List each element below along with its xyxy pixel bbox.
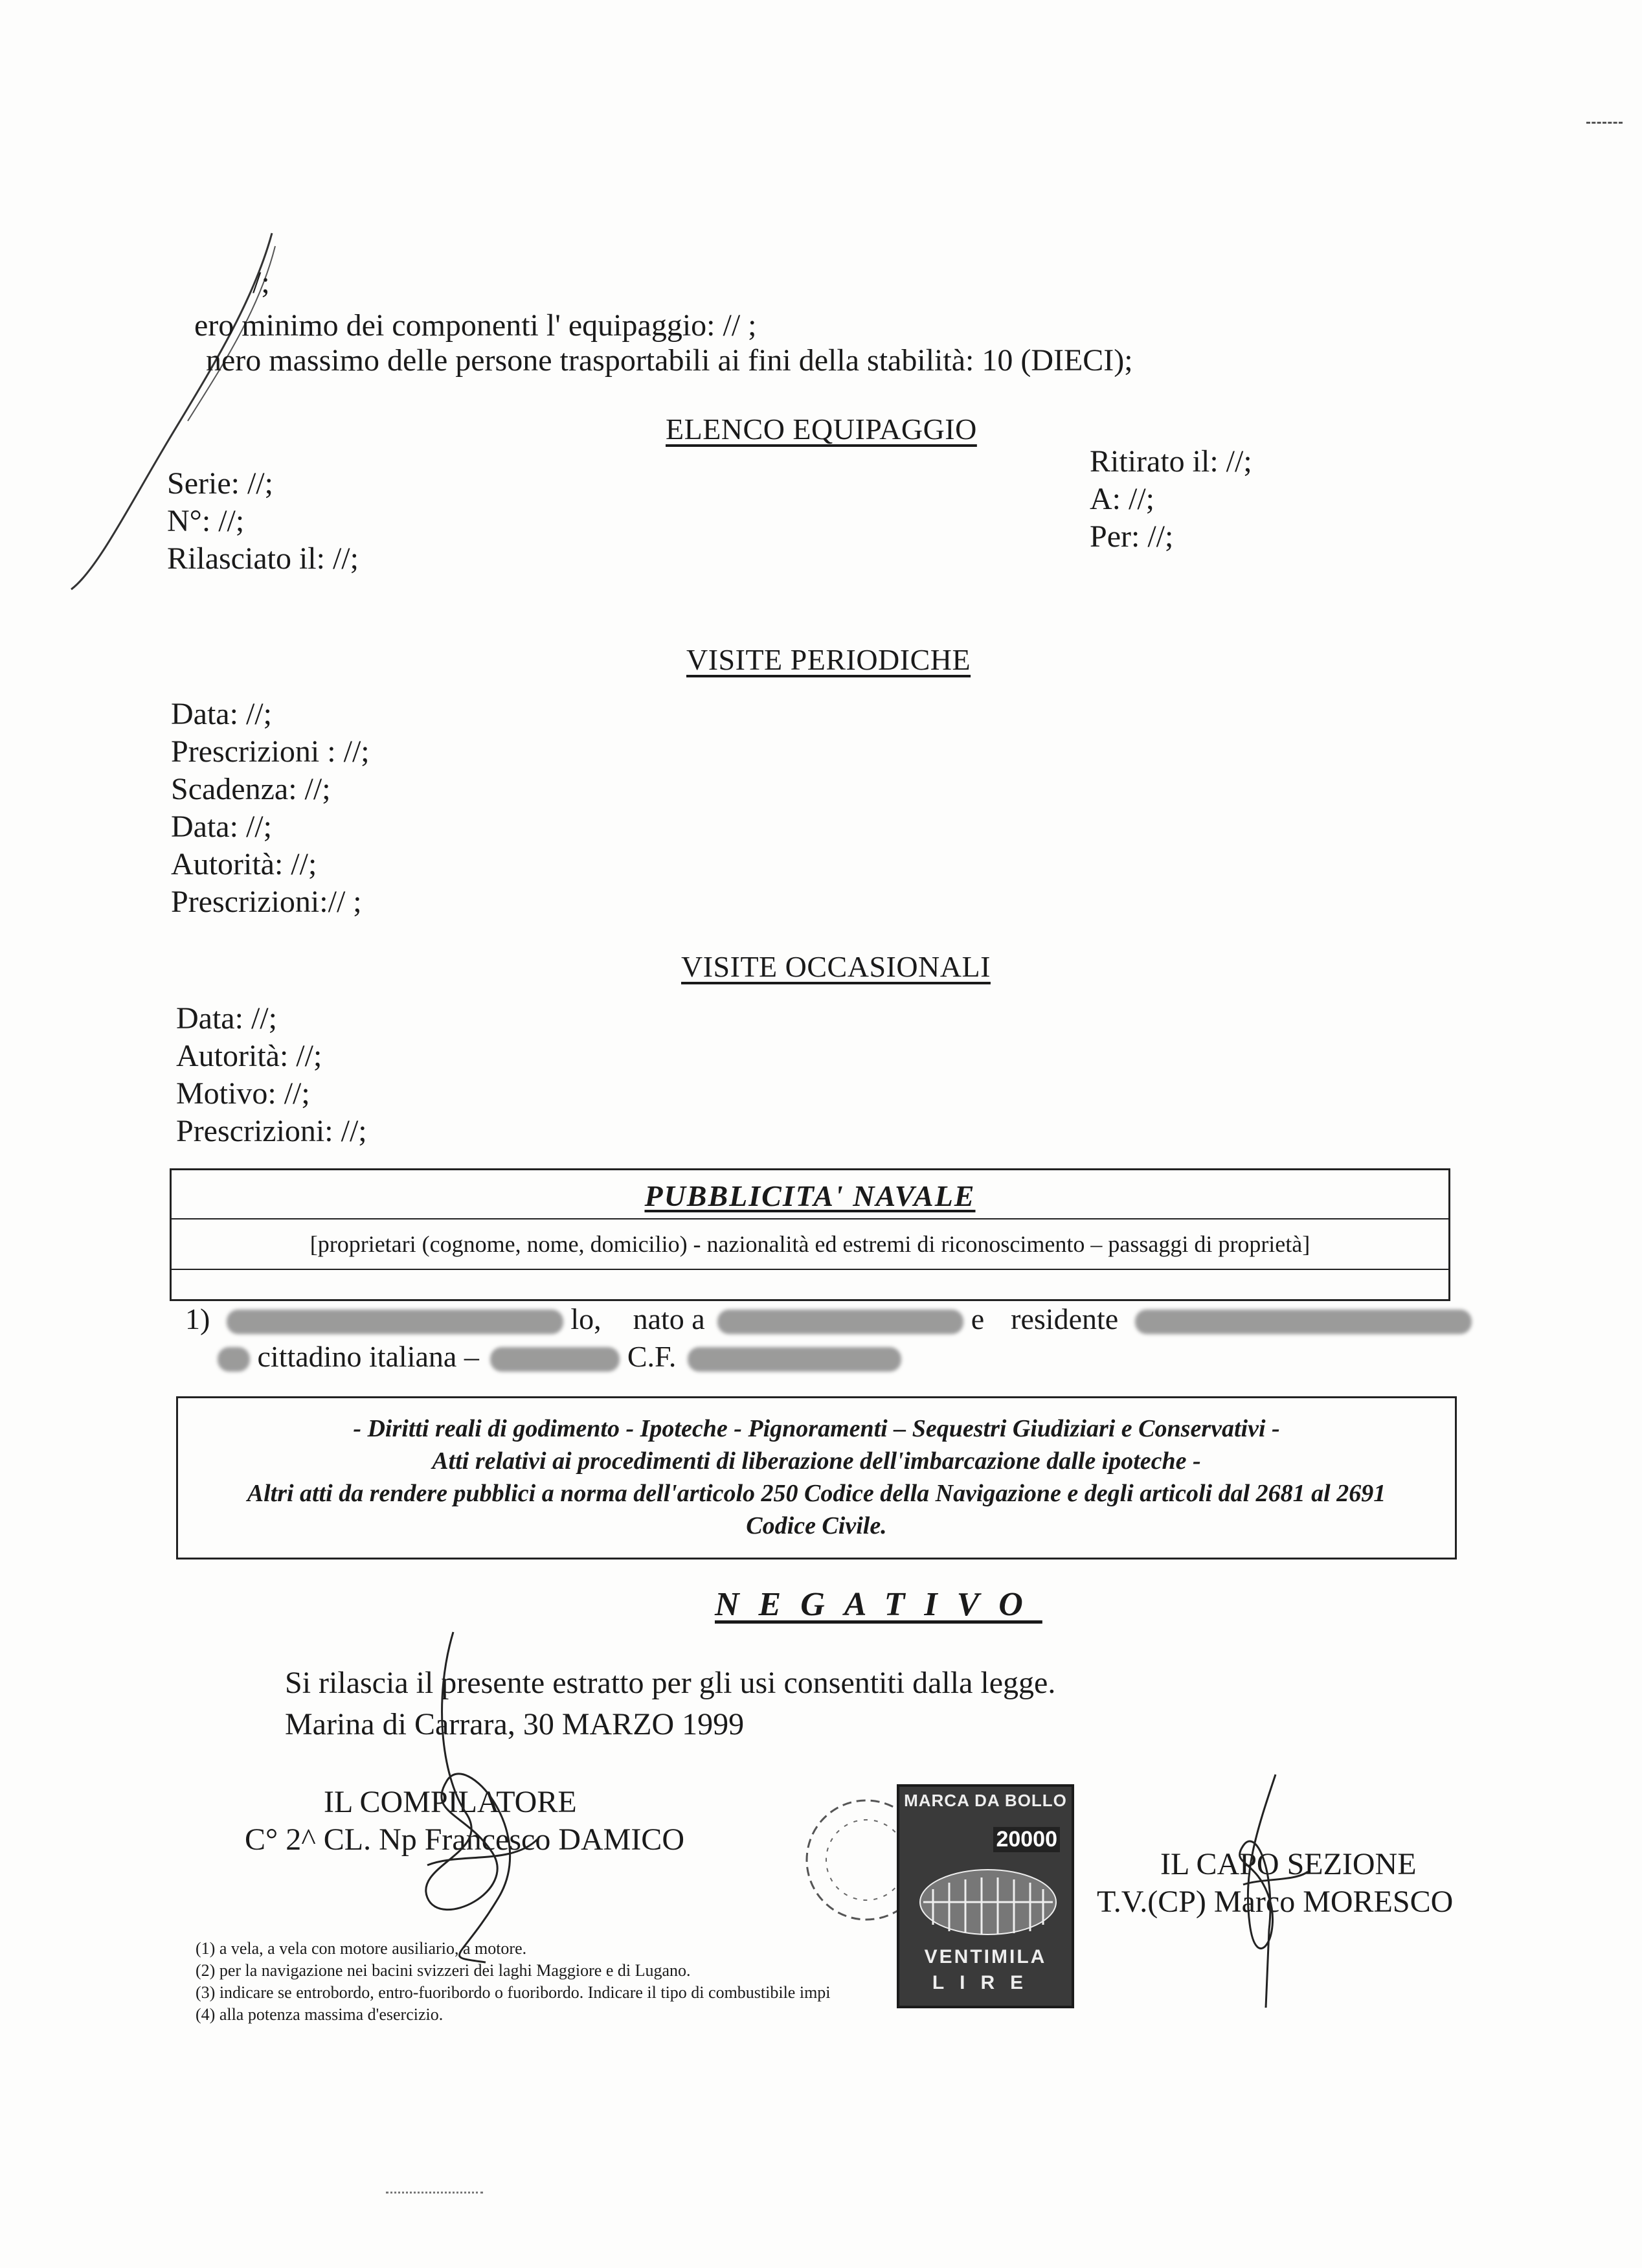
redacted-birthplace xyxy=(717,1310,963,1334)
redacted-surname xyxy=(227,1310,563,1334)
divider xyxy=(172,1218,1448,1219)
diritti-line: Atti relativi ai procedimenti di liberazione dell'imbarcazione dalle ipoteche - xyxy=(432,1447,1201,1475)
elenco-per: Per: //; xyxy=(1090,519,1174,554)
diritti-line: - Diritti reali di godimento - Ipoteche - Pignoramenti – Sequestri Giudiziari e Conservativi - xyxy=(353,1415,1280,1442)
footnotes xyxy=(196,1938,831,2026)
intro-line-1: /; xyxy=(253,266,270,300)
redacted-text xyxy=(490,1347,620,1372)
footnote: (2) per la navigazione nei bacini svizzeri dei laghi Maggiore e di Lugano. xyxy=(196,1961,691,1980)
elenco-rilasciato: Rilasciato il: //; xyxy=(167,541,359,576)
vo-line: Autorità: //; xyxy=(176,1039,322,1073)
elenco-a: A: //; xyxy=(1090,482,1155,516)
owner-frag: cittadino italiana – xyxy=(257,1340,479,1373)
stamp-value: 20000 xyxy=(993,1827,1060,1852)
stamp-currency: LIRE xyxy=(932,1972,1039,1993)
vo-line: Motivo: //; xyxy=(176,1076,310,1111)
vp-line: Data: //; xyxy=(171,697,272,731)
diritti-line: Codice Civile. xyxy=(746,1512,887,1539)
vp-line: Data: //; xyxy=(171,810,272,844)
pubblicita-navale-title: PUBBLICITA' NAVALE xyxy=(644,1179,976,1212)
owner-number: 1) xyxy=(185,1302,210,1335)
intro-line-3: nero massimo delle persone trasportabili ai fini della stabilità: 10 (DIECI); xyxy=(206,343,1133,378)
footnote: (4) alla potenza massima d'esercizio. xyxy=(196,2005,444,2024)
compilatore-name: C° 2^ CL. Np Francesco DAMICO xyxy=(245,1822,684,1857)
visite-periodiche-list xyxy=(171,696,370,921)
colosseum-icon xyxy=(914,1863,1063,1941)
vo-line: Data: //; xyxy=(176,1001,277,1036)
owner-entry-line-2 xyxy=(218,1338,901,1376)
intro-line-2: ero minimo dei componenti l' equipaggio: // ; xyxy=(194,308,757,343)
pubblicita-navale-subtitle: [proprietari (cognome, nome, domicilio) - nazionalità ed estremi di riconoscimento – passaggi di proprietà] xyxy=(309,1231,1310,1257)
elenco-serie: Serie: //; xyxy=(167,466,273,501)
scan-mark xyxy=(1586,122,1623,124)
stamp-header: MARCA DA BOLLO xyxy=(904,1791,1067,1810)
elenco-ritirato: Ritirato il: //; xyxy=(1090,444,1252,479)
vp-line: Autorità: //; xyxy=(171,847,317,881)
vp-line: Scadenza: //; xyxy=(171,772,331,806)
divider xyxy=(172,1269,1448,1270)
heading-elenco-equipaggio: ELENCO EQUIPAGGIO xyxy=(666,413,977,446)
owner-frag: nato a xyxy=(633,1302,705,1335)
capo-sezione-name: T.V.(CP) Marco MORESCO xyxy=(1097,1885,1454,1919)
redacted-address xyxy=(1135,1310,1472,1334)
vo-line: Prescrizioni: //; xyxy=(176,1114,367,1148)
redacted-fiscal-code xyxy=(688,1347,901,1372)
heading-visite-occasionali: VISITE OCCASIONALI xyxy=(681,950,991,983)
negativo-label: NEGATIVO xyxy=(715,1586,1042,1623)
owner-entry-line-1 xyxy=(185,1300,1472,1338)
elenco-left xyxy=(167,465,359,578)
diritti-reali-box xyxy=(176,1396,1457,1559)
pubblicita-navale-box xyxy=(170,1168,1450,1301)
vp-line: Prescrizioni:// ; xyxy=(171,885,362,919)
release-place-date: Marina di Carrara, 30 MARZO 1999 xyxy=(285,1707,745,1741)
capo-sezione-title: IL CAPO SEZIONE xyxy=(1160,1847,1417,1881)
release-line-1: Si rilascia il presente estratto per gli usi consentiti dalla legge. xyxy=(285,1666,1056,1700)
scan-mark xyxy=(386,2192,483,2194)
visite-occasionali-list xyxy=(176,1000,367,1150)
redacted-text xyxy=(218,1347,250,1372)
footnote: (1) a vela, a vela con motore ausiliario, a motore. xyxy=(196,1939,527,1958)
elenco-right xyxy=(1090,443,1252,556)
owner-frag: e xyxy=(971,1302,985,1335)
stamp-words: VENTIMILA xyxy=(924,1946,1047,1967)
owner-frag: C.F. xyxy=(627,1340,677,1373)
heading-visite-periodiche: VISITE PERIODICHE xyxy=(686,643,971,676)
diritti-line: Altri atti da rendere pubblici a norma dell'articolo 250 Codice della Navigazione e degli articoli dal 2681 al 2691 xyxy=(247,1480,1386,1507)
compilatore-title: IL COMPILATORE xyxy=(324,1785,577,1819)
footnote: (3) indicare se entrobordo, entro-fuoribordo o fuoribordo. Indicare il tipo di combustibile impi xyxy=(196,1983,831,2002)
owner-frag: lo, xyxy=(570,1302,602,1335)
vp-line: Prescrizioni : //; xyxy=(171,734,370,769)
owner-frag: residente xyxy=(1011,1302,1119,1335)
revenue-stamp xyxy=(897,1784,1074,2008)
elenco-numero: N°: //; xyxy=(167,504,245,538)
